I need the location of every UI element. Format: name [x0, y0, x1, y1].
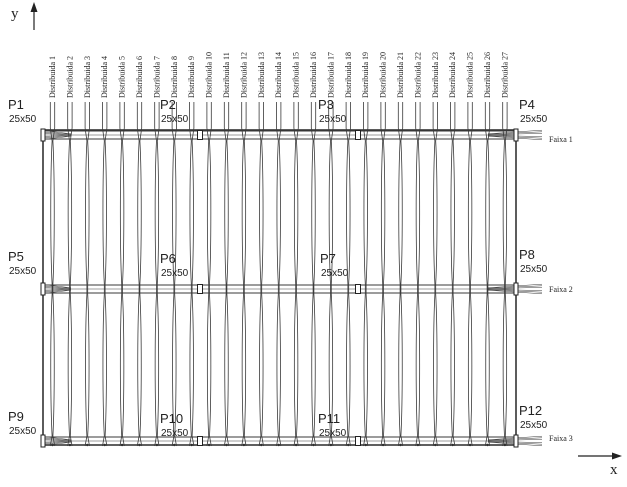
strip-edge	[505, 102, 507, 446]
strip-label: Distribuida 15	[291, 52, 301, 98]
pillar-name: P8	[519, 247, 535, 262]
distributed-strip	[155, 102, 159, 446]
strip-edge	[68, 102, 70, 446]
distributed-strip	[242, 102, 246, 446]
strip-edge	[418, 102, 420, 446]
strip-edge	[85, 102, 87, 446]
distributed-strip	[50, 102, 54, 446]
strip-edge	[242, 102, 244, 446]
pillar-block	[514, 129, 518, 141]
strip-edge	[468, 102, 470, 446]
strip-edge	[192, 102, 194, 446]
pillar-size: 25x50	[520, 114, 548, 125]
strip-label: Distribuida 21	[396, 52, 405, 98]
strip-edge	[190, 102, 192, 446]
strip-edge	[227, 102, 229, 446]
strip-label: Distribuida 25	[465, 52, 475, 98]
strip-edge	[384, 102, 386, 446]
strip-edge	[471, 102, 473, 446]
pillar-block	[41, 129, 45, 141]
strip-edge	[207, 102, 209, 446]
strip-label: Distribuida 12	[239, 52, 249, 98]
strip-edge	[366, 102, 368, 446]
strip-edge	[311, 102, 313, 446]
pillar-size: 25x50	[161, 114, 189, 125]
strip-edge	[105, 102, 107, 446]
band-label: Faixa 2	[549, 285, 573, 294]
strip-label: Distribuida 11	[222, 52, 231, 98]
strip-label: Distribuida 10	[204, 52, 214, 98]
strip-edge	[436, 102, 438, 446]
strip-edge	[349, 102, 351, 446]
pillar-name: P1	[8, 97, 24, 112]
strip-edge	[433, 102, 435, 446]
distributed-strip	[451, 102, 455, 446]
pillar-size: 25x50	[161, 428, 189, 439]
column-band	[41, 283, 542, 295]
strip-edge	[103, 102, 105, 446]
strip-edge	[398, 102, 400, 446]
pillar-name: P7	[320, 251, 336, 266]
distributed-strip	[277, 102, 281, 446]
strip-label: Distribuida 20	[378, 52, 388, 98]
pillar-block	[356, 285, 361, 294]
strip-edge	[416, 102, 418, 446]
pillar-name: P2	[160, 97, 176, 112]
strip-edge	[210, 102, 212, 446]
distributed-strip	[137, 102, 141, 446]
distributed-strip	[364, 102, 368, 446]
distributed-strip	[68, 102, 72, 446]
strip-edge	[53, 102, 55, 446]
strip-labels	[48, 52, 509, 98]
strip-label: Distribuida 8	[169, 56, 179, 98]
distributed-strip	[190, 102, 194, 446]
strip-label: Distribuida 3	[82, 56, 92, 98]
column-band	[41, 129, 542, 141]
strip-edge	[123, 102, 125, 446]
distributed-strip	[416, 102, 420, 446]
strip-edge	[453, 102, 455, 446]
pillar-name: P5	[8, 249, 24, 264]
pillar-block	[514, 435, 518, 447]
strip-edge	[294, 102, 296, 446]
strip-edge	[401, 102, 403, 446]
strip-edge	[485, 102, 487, 446]
pillar-size: 25x50	[520, 420, 548, 431]
strip-edge	[244, 102, 246, 446]
pillar-block	[356, 437, 361, 446]
strip-edge	[503, 102, 505, 446]
pillar-name: P6	[160, 251, 176, 266]
strip-edge	[364, 102, 366, 446]
distributed-strip	[259, 102, 263, 446]
strip-edge	[120, 102, 122, 446]
strip-label: Distribuida 9	[187, 56, 197, 98]
strip-label: Distribuida 17	[326, 52, 336, 98]
distributed-strip	[503, 102, 507, 446]
strip-label: Distribuida 18	[343, 52, 353, 98]
pillar-block	[198, 131, 203, 140]
pillar-size: 25x50	[9, 426, 37, 437]
distributed-strip	[207, 102, 211, 446]
strip-label: Distribuida 16	[309, 52, 318, 98]
strip-edge	[157, 102, 159, 446]
distributed-strip	[224, 102, 228, 446]
column-band	[41, 435, 542, 447]
strip-label: Distribuida 7	[152, 56, 162, 98]
strip-edge	[259, 102, 261, 446]
pillar-name: P4	[519, 97, 535, 112]
strip-edge	[381, 102, 383, 446]
strip-label: Distribuida 1	[48, 56, 57, 98]
pillar-block	[198, 285, 203, 294]
distributed-strip	[85, 102, 89, 446]
strip-label: Distribuida 6	[135, 56, 144, 98]
pillar-block	[514, 283, 518, 295]
pillar-block	[356, 131, 361, 140]
x-axis-label: x	[610, 462, 618, 478]
strip-label: Distribuida 14	[274, 52, 284, 98]
distributed-strips	[50, 102, 507, 446]
strip-edge	[488, 102, 490, 446]
pillar-name: P10	[160, 411, 184, 426]
distributed-strip	[103, 102, 107, 446]
strip-label: Distribuida 4	[100, 56, 110, 98]
distributed-strip	[468, 102, 472, 446]
strip-edge	[137, 102, 139, 446]
y-axis-label: y	[11, 6, 19, 22]
column-bands	[41, 129, 542, 447]
pillar-name: P9	[8, 409, 24, 424]
pillar-name: P3	[318, 97, 334, 112]
strip-edge	[277, 102, 279, 446]
pillar-size: 25x50	[9, 266, 37, 277]
strip-label: Distribuida 23	[430, 52, 440, 98]
strip-edge	[70, 102, 72, 446]
strip-edge	[279, 102, 281, 446]
strip-edge	[224, 102, 226, 446]
strip-edge	[88, 102, 90, 446]
strip-label: Distribuida 2	[65, 56, 75, 98]
strip-label: Distribuida 5	[117, 56, 127, 98]
distributed-strip	[120, 102, 124, 446]
strip-label: Distribuida 27	[500, 52, 510, 98]
strip-edge	[314, 102, 316, 446]
band-labels	[549, 135, 573, 443]
strip-edge	[262, 102, 264, 446]
strip-edge	[50, 102, 52, 446]
pillar-size: 25x50	[319, 428, 347, 439]
strip-edge	[140, 102, 142, 446]
distributed-strip	[485, 102, 489, 446]
pillar-size: 25x50	[319, 114, 347, 125]
distributed-strip	[311, 102, 315, 446]
pillar-name: P11	[318, 411, 341, 426]
pillar-size: 25x50	[161, 268, 189, 279]
pillar-block	[41, 435, 45, 447]
strip-edge	[451, 102, 453, 446]
pillar-name: P12	[519, 403, 543, 418]
band-label: Faixa 3	[549, 434, 573, 443]
pillar-size: 25x50	[321, 268, 349, 279]
y-axis-arrow-icon	[31, 2, 38, 12]
strip-edge	[297, 102, 299, 446]
distributed-strip	[398, 102, 402, 446]
strip-label: Distribuida 26	[483, 52, 492, 98]
strip-label: Distribuida 24	[448, 52, 458, 98]
strip-label: Distribuida 19	[361, 52, 371, 98]
pillar-block	[41, 283, 45, 295]
distributed-strip	[294, 102, 298, 446]
x-axis-arrow-icon	[612, 453, 622, 460]
pillar-size: 25x50	[520, 264, 548, 275]
band-label: Faixa 1	[549, 135, 573, 144]
distributed-strip	[433, 102, 437, 446]
pillar-size: 25x50	[9, 114, 37, 125]
distributed-strip	[381, 102, 385, 446]
strip-edge	[155, 102, 157, 446]
strip-label: Distribuida 13	[256, 52, 266, 98]
pillar-block	[198, 437, 203, 446]
strip-label: Distribuida 22	[413, 52, 423, 98]
